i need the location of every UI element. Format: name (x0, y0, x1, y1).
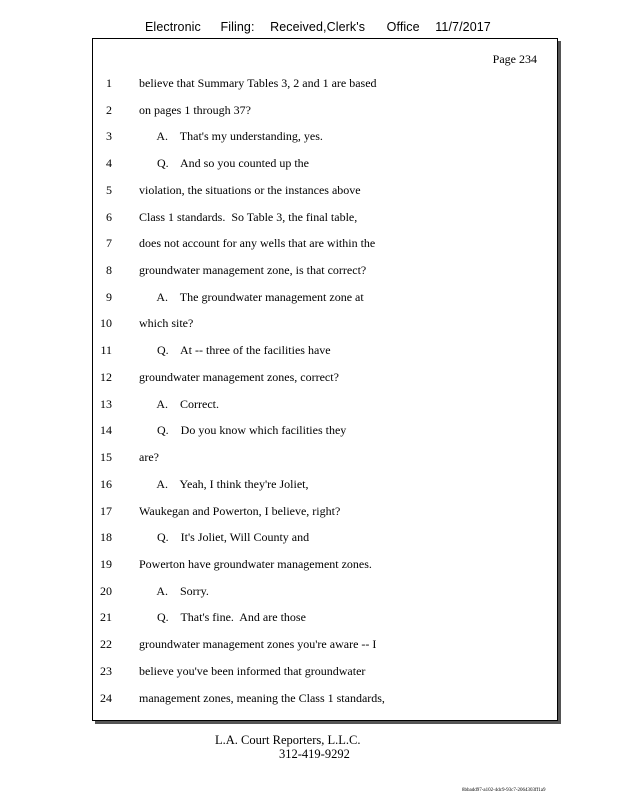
line-number: 15 (100, 450, 112, 465)
line-text: groundwater management zones, correct? (139, 369, 339, 384)
transcript-line (93, 102, 557, 118)
transcript-line (93, 315, 557, 331)
line-number: 18 (100, 530, 112, 545)
line-text: are? (139, 450, 159, 465)
line-text: A. Correct. (139, 396, 219, 411)
line-text: Q. At -- three of the facilities have (139, 343, 331, 358)
line-text: Q. It's Joliet, Will County and (139, 530, 310, 545)
transcript-line (93, 235, 557, 251)
transcript-line (93, 182, 557, 198)
line-number: 13 (100, 396, 112, 411)
transcript-line (93, 663, 557, 679)
line-number: 14 (100, 423, 112, 438)
line-number: 19 (100, 556, 112, 571)
line-text: Waukegan and Powerton, I believe, right? (139, 503, 341, 518)
transcript-line (93, 128, 557, 144)
transcript-line (93, 583, 557, 599)
line-text: Class 1 standards. So Table 3, the final table, (139, 209, 358, 224)
line-text: believe that Summary Tables 3, 2 and 1 are based (139, 76, 377, 90)
filing-header-filing: Filing: (220, 20, 255, 34)
line-number: 4 (106, 156, 112, 171)
transcript-line (93, 75, 557, 91)
filing-header (145, 20, 491, 34)
transcript-line (93, 262, 557, 278)
filing-header-date: 11/7/2017 (435, 20, 491, 34)
transcript-page (92, 38, 558, 721)
line-number: 2 (106, 102, 112, 117)
footer-company: L.A. Court Reporters, L.L.C. (215, 733, 361, 747)
transcript-line (93, 529, 557, 545)
line-text: A. Yeah, I think they're Joliet, (139, 476, 309, 491)
line-text: A. That's my understanding, yes. (139, 129, 323, 144)
document-id: 8bbadd97-a102-4dc9-93c7-2064303ff1a9 (462, 788, 546, 793)
line-number: 21 (100, 610, 112, 625)
transcript-line (93, 556, 557, 572)
transcript-line (93, 449, 557, 465)
line-text: Powerton have groundwater management zones. (139, 556, 372, 571)
line-text: Q. And so you counted up the (139, 156, 309, 171)
line-number: 3 (106, 129, 112, 144)
line-number: 11 (100, 343, 112, 358)
line-text: on pages 1 through 37? (139, 102, 251, 117)
line-text: A. Sorry. (139, 583, 209, 598)
line-number: 6 (106, 209, 112, 224)
line-number: 22 (100, 637, 112, 652)
page-number: Page 234 (492, 52, 537, 66)
filing-header-received: Received,Clerk's (270, 20, 366, 34)
line-number: 16 (100, 476, 112, 491)
line-text: A. The groundwater management zone at (139, 289, 364, 304)
line-number: 1 (106, 76, 112, 90)
filing-header-office: Office (386, 20, 420, 34)
line-text: Q. Do you know which facilities they (139, 423, 347, 438)
line-text: which site? (139, 316, 194, 331)
line-text: violation, the situations or the instances above (139, 182, 361, 197)
transcript-line (93, 342, 557, 358)
transcript-line (93, 476, 557, 492)
line-text: believe you've been informed that groundwater (139, 663, 366, 678)
line-number: 17 (100, 503, 112, 518)
line-number: 9 (106, 289, 112, 304)
line-text: groundwater management zones you're aware -- I (139, 637, 377, 652)
line-number: 20 (100, 583, 112, 598)
transcript-line (93, 396, 557, 412)
footer-phone: 312-419-9292 (279, 747, 350, 761)
line-number: 10 (100, 316, 112, 331)
line-number: 5 (106, 182, 112, 197)
line-number: 23 (100, 663, 112, 678)
line-number: 7 (106, 236, 112, 251)
line-text: Q. That's fine. And are those (139, 610, 306, 625)
line-number: 24 (100, 690, 112, 705)
transcript-line (93, 289, 557, 305)
transcript-line (93, 422, 557, 438)
line-number: 8 (106, 263, 112, 278)
line-number: 12 (100, 369, 112, 384)
transcript-line (93, 503, 557, 519)
line-text: does not account for any wells that are within the (139, 236, 376, 251)
transcript-line (93, 369, 557, 385)
line-text: groundwater management zone, is that correct? (139, 263, 367, 278)
transcript-line (93, 636, 557, 652)
transcript-line (93, 609, 557, 625)
transcript-line (93, 690, 557, 706)
filing-header-electronic: Electronic (145, 20, 201, 34)
transcript-line (93, 209, 557, 225)
transcript-line (93, 155, 557, 171)
line-text: management zones, meaning the Class 1 standards, (139, 690, 385, 705)
